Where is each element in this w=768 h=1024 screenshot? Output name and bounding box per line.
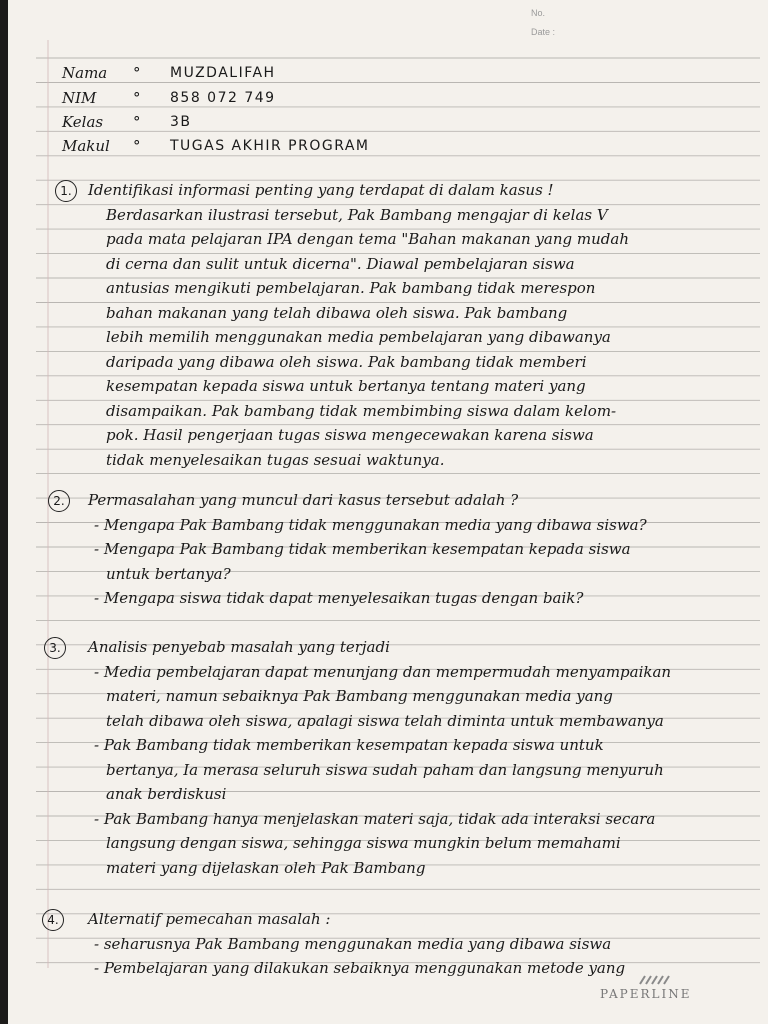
brand-name: PAPERLINE xyxy=(600,987,692,1001)
section-line: - Media pembelajaran dapat menunjang dan mempermudah menyampaikan xyxy=(94,662,672,681)
section-line: daripada yang dibawa oleh siswa. Pak bambang tidak memberi xyxy=(106,352,587,371)
identity-sep-nim: ° xyxy=(133,89,141,107)
paperline-logo-icon xyxy=(638,975,672,985)
section-line: antusias mengikuti pembelajaran. Pak bambang tidak merespon xyxy=(106,279,596,297)
identity-label-kelas: Kelas xyxy=(62,113,104,131)
section-line: di cerna dan sulit untuk dicerna". Diawal pembelajaran siswa xyxy=(106,254,575,273)
section-line: telah dibawa oleh siswa, apalagi siswa telah diminta untuk membawanya xyxy=(106,711,664,730)
identity-label-makul: Makul xyxy=(62,137,110,155)
section-number: 3. xyxy=(44,637,66,659)
section-line: - Mengapa Pak Bambang tidak memberikan kesempatan kepada siswa xyxy=(94,540,631,558)
identity-sep-kelas: ° xyxy=(133,113,141,131)
section-line: - seharusnya Pak Bambang menggunakan media yang dibawa siswa xyxy=(94,934,612,953)
identity-value-nim: 858 072 749 xyxy=(170,90,276,106)
identity-sep-makul: ° xyxy=(133,137,141,155)
section-line: - Pak Bambang tidak memberikan kesempatan kepada siswa untuk xyxy=(94,736,604,754)
date-label: Date : xyxy=(531,27,556,37)
section-line: disampaikan. Pak bambang tidak membimbing siswa dalam kelom- xyxy=(106,401,617,420)
section-line: kesempatan kepada siswa untuk bertanya tentang materi yang xyxy=(106,377,586,395)
notebook-page xyxy=(8,0,768,1024)
section-number: 4. xyxy=(42,909,64,931)
section-line: Identifikasi informasi penting yang terdapat di dalam kasus ! xyxy=(88,181,554,199)
section-line: Alternatif pemecahan masalah : xyxy=(88,910,331,928)
section-line: Permasalahan yang muncul dari kasus tersebut adalah ? xyxy=(88,491,519,509)
section-line: pada mata pelajaran IPA dengan tema "Bahan makanan yang mudah xyxy=(106,230,629,248)
section-line: materi, namun sebaiknya Pak Bambang menggunakan media yang xyxy=(106,687,613,705)
section-line: tidak menyelesaikan tugas sesuai waktunya. xyxy=(106,450,445,469)
section-line: - Pak Bambang hanya menjelaskan materi saja, tidak ada interaksi secara xyxy=(94,809,656,828)
section-line: - Mengapa Pak Bambang tidak menggunakan media yang dibawa siswa? xyxy=(94,515,647,534)
section-number: 2. xyxy=(48,490,70,512)
section-line: lebih memilih menggunakan media pembelajaran yang dibawanya xyxy=(106,328,611,346)
section-number: 1. xyxy=(55,180,77,202)
identity-label-nama: Nama xyxy=(62,64,108,82)
no-label: No. xyxy=(531,8,546,18)
identity-value-kelas: 3B xyxy=(170,114,192,130)
section-line: bertanya, Ia merasa seluruh siswa sudah paham dan langsung menyuruh xyxy=(106,760,664,779)
section-line: pok. Hasil pengerjaan tugas siswa mengecewakan karena siswa xyxy=(106,426,594,444)
section-line: - Pembelajaran yang dilakukan sebaiknya menggunakan metode yang xyxy=(94,959,626,977)
section-line: - Mengapa siswa tidak dapat menyelesaikan tugas dengan baik? xyxy=(94,589,584,607)
section-line: Analisis penyebab masalah yang terjadi xyxy=(88,638,390,656)
section-line: untuk bertanya? xyxy=(106,564,231,583)
section-line: langsung dengan siswa, sehingga siswa mungkin belum memahami xyxy=(106,834,621,852)
section-line: Berdasarkan ilustrasi tersebut, Pak Bambang mengajar di kelas V xyxy=(106,205,608,224)
section-line: materi yang dijelaskan oleh Pak Bambang xyxy=(106,858,426,877)
identity-label-nim: NIM xyxy=(62,89,97,107)
section-line: anak berdiskusi xyxy=(106,785,227,803)
identity-value-nama: MUZDALIFAH xyxy=(170,65,276,81)
identity-value-makul: TUGAS AKHIR PROGRAM xyxy=(170,138,370,154)
identity-sep-nama: ° xyxy=(133,64,141,82)
section-line: bahan makanan yang telah dibawa oleh siswa. Pak bambang xyxy=(106,303,568,322)
